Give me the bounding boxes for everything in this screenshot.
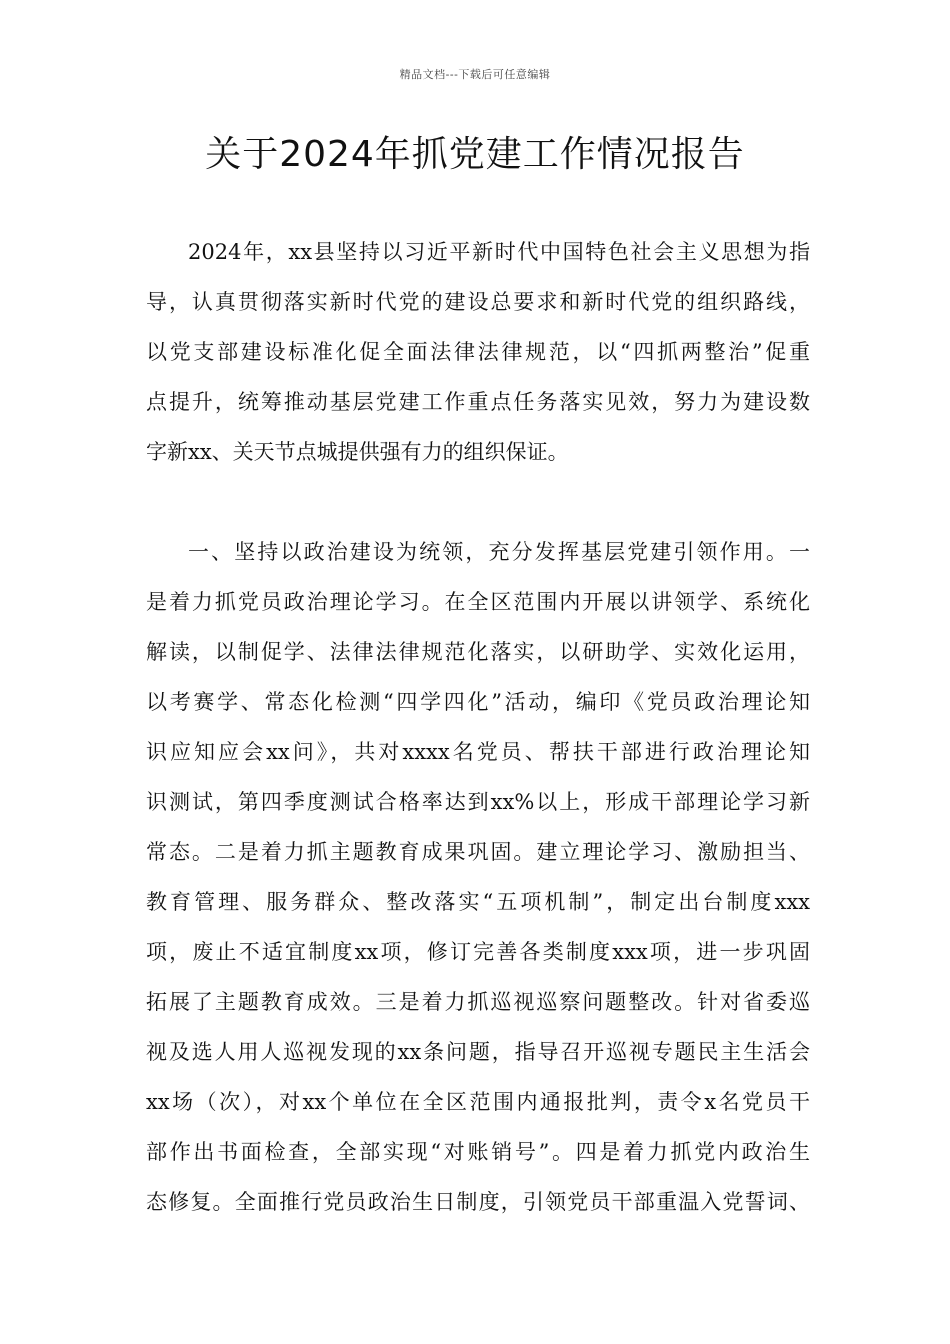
paragraph-line: 以考赛学、常态化检测“四学四化”活动，编印《党员政治理论知 — [146, 690, 810, 714]
paragraph-line: 拓展了主题教育成效。三是着力抓巡视巡察问题整改。针对省委巡 — [146, 990, 810, 1014]
document-title: 关于2024年抓党建工作情况报告 — [205, 134, 745, 175]
paragraph-line: 识应知应会xx问》，共对xxxx名党员、帮扶干部进行政治理论知 — [146, 740, 810, 764]
paragraph-intro — [146, 227, 810, 477]
paragraph-line: 教育管理、服务群众、整改落实“五项机制”，制定出台制度xxx — [146, 890, 810, 914]
paragraph-line: 视及选人用人巡视发现的xx条问题，指导召开巡视专题民主生活会 — [146, 1040, 810, 1064]
paragraph-line: 部作出书面检查，全部实现“对账销号”。四是着力抓党内政治生 — [146, 1140, 810, 1164]
paragraph-section-1 — [146, 527, 810, 1227]
paragraph-line: 导，认真贯彻落实新时代党的建设总要求和新时代党的组织路线， — [146, 290, 810, 314]
paragraph-line: 解读，以制促学、法律法律规范化落实，以研助学、实效化运用， — [146, 640, 810, 664]
paragraph-line: 识测试，第四季度测试合格率达到xx%以上，形成干部理论学习新 — [146, 790, 810, 814]
paragraph-line: 常态。二是着力抓主题教育成果巩固。建立理论学习、激励担当、 — [146, 840, 810, 864]
paragraph-line: 字新xx、关天节点城提供强有力的组织保证。 — [146, 440, 569, 464]
paragraph-line: xx场（次），对xx个单位在全区范围内通报批判，责令x名党员干 — [146, 1090, 810, 1114]
paragraph-line: 是着力抓党员政治理论学习。在全区范围内开展以讲领学、系统化 — [146, 590, 810, 614]
paragraph-line: 态修复。全面推行党员政治生日制度，引领党员干部重温入党誓词、 — [146, 1190, 810, 1214]
paragraph-line: 2024年，xx县坚持以习近平新时代中国特色社会主义思想为指 — [188, 240, 810, 264]
paragraph-line: 点提升，统筹推动基层党建工作重点任务落实见效，努力为建设数 — [146, 390, 810, 414]
paragraph-line: 项，废止不适宜制度xx项，修订完善各类制度xxx项，进一步巩固 — [146, 940, 810, 964]
paragraph-line: 一、坚持以政治建设为统领，充分发挥基层党建引领作用。一 — [188, 540, 810, 564]
header-note: 精品文档---下载后可任意编辑 — [399, 68, 551, 81]
paragraph-line: 以党支部建设标准化促全面法律法律规范，以“四抓两整治”促重 — [146, 340, 810, 364]
